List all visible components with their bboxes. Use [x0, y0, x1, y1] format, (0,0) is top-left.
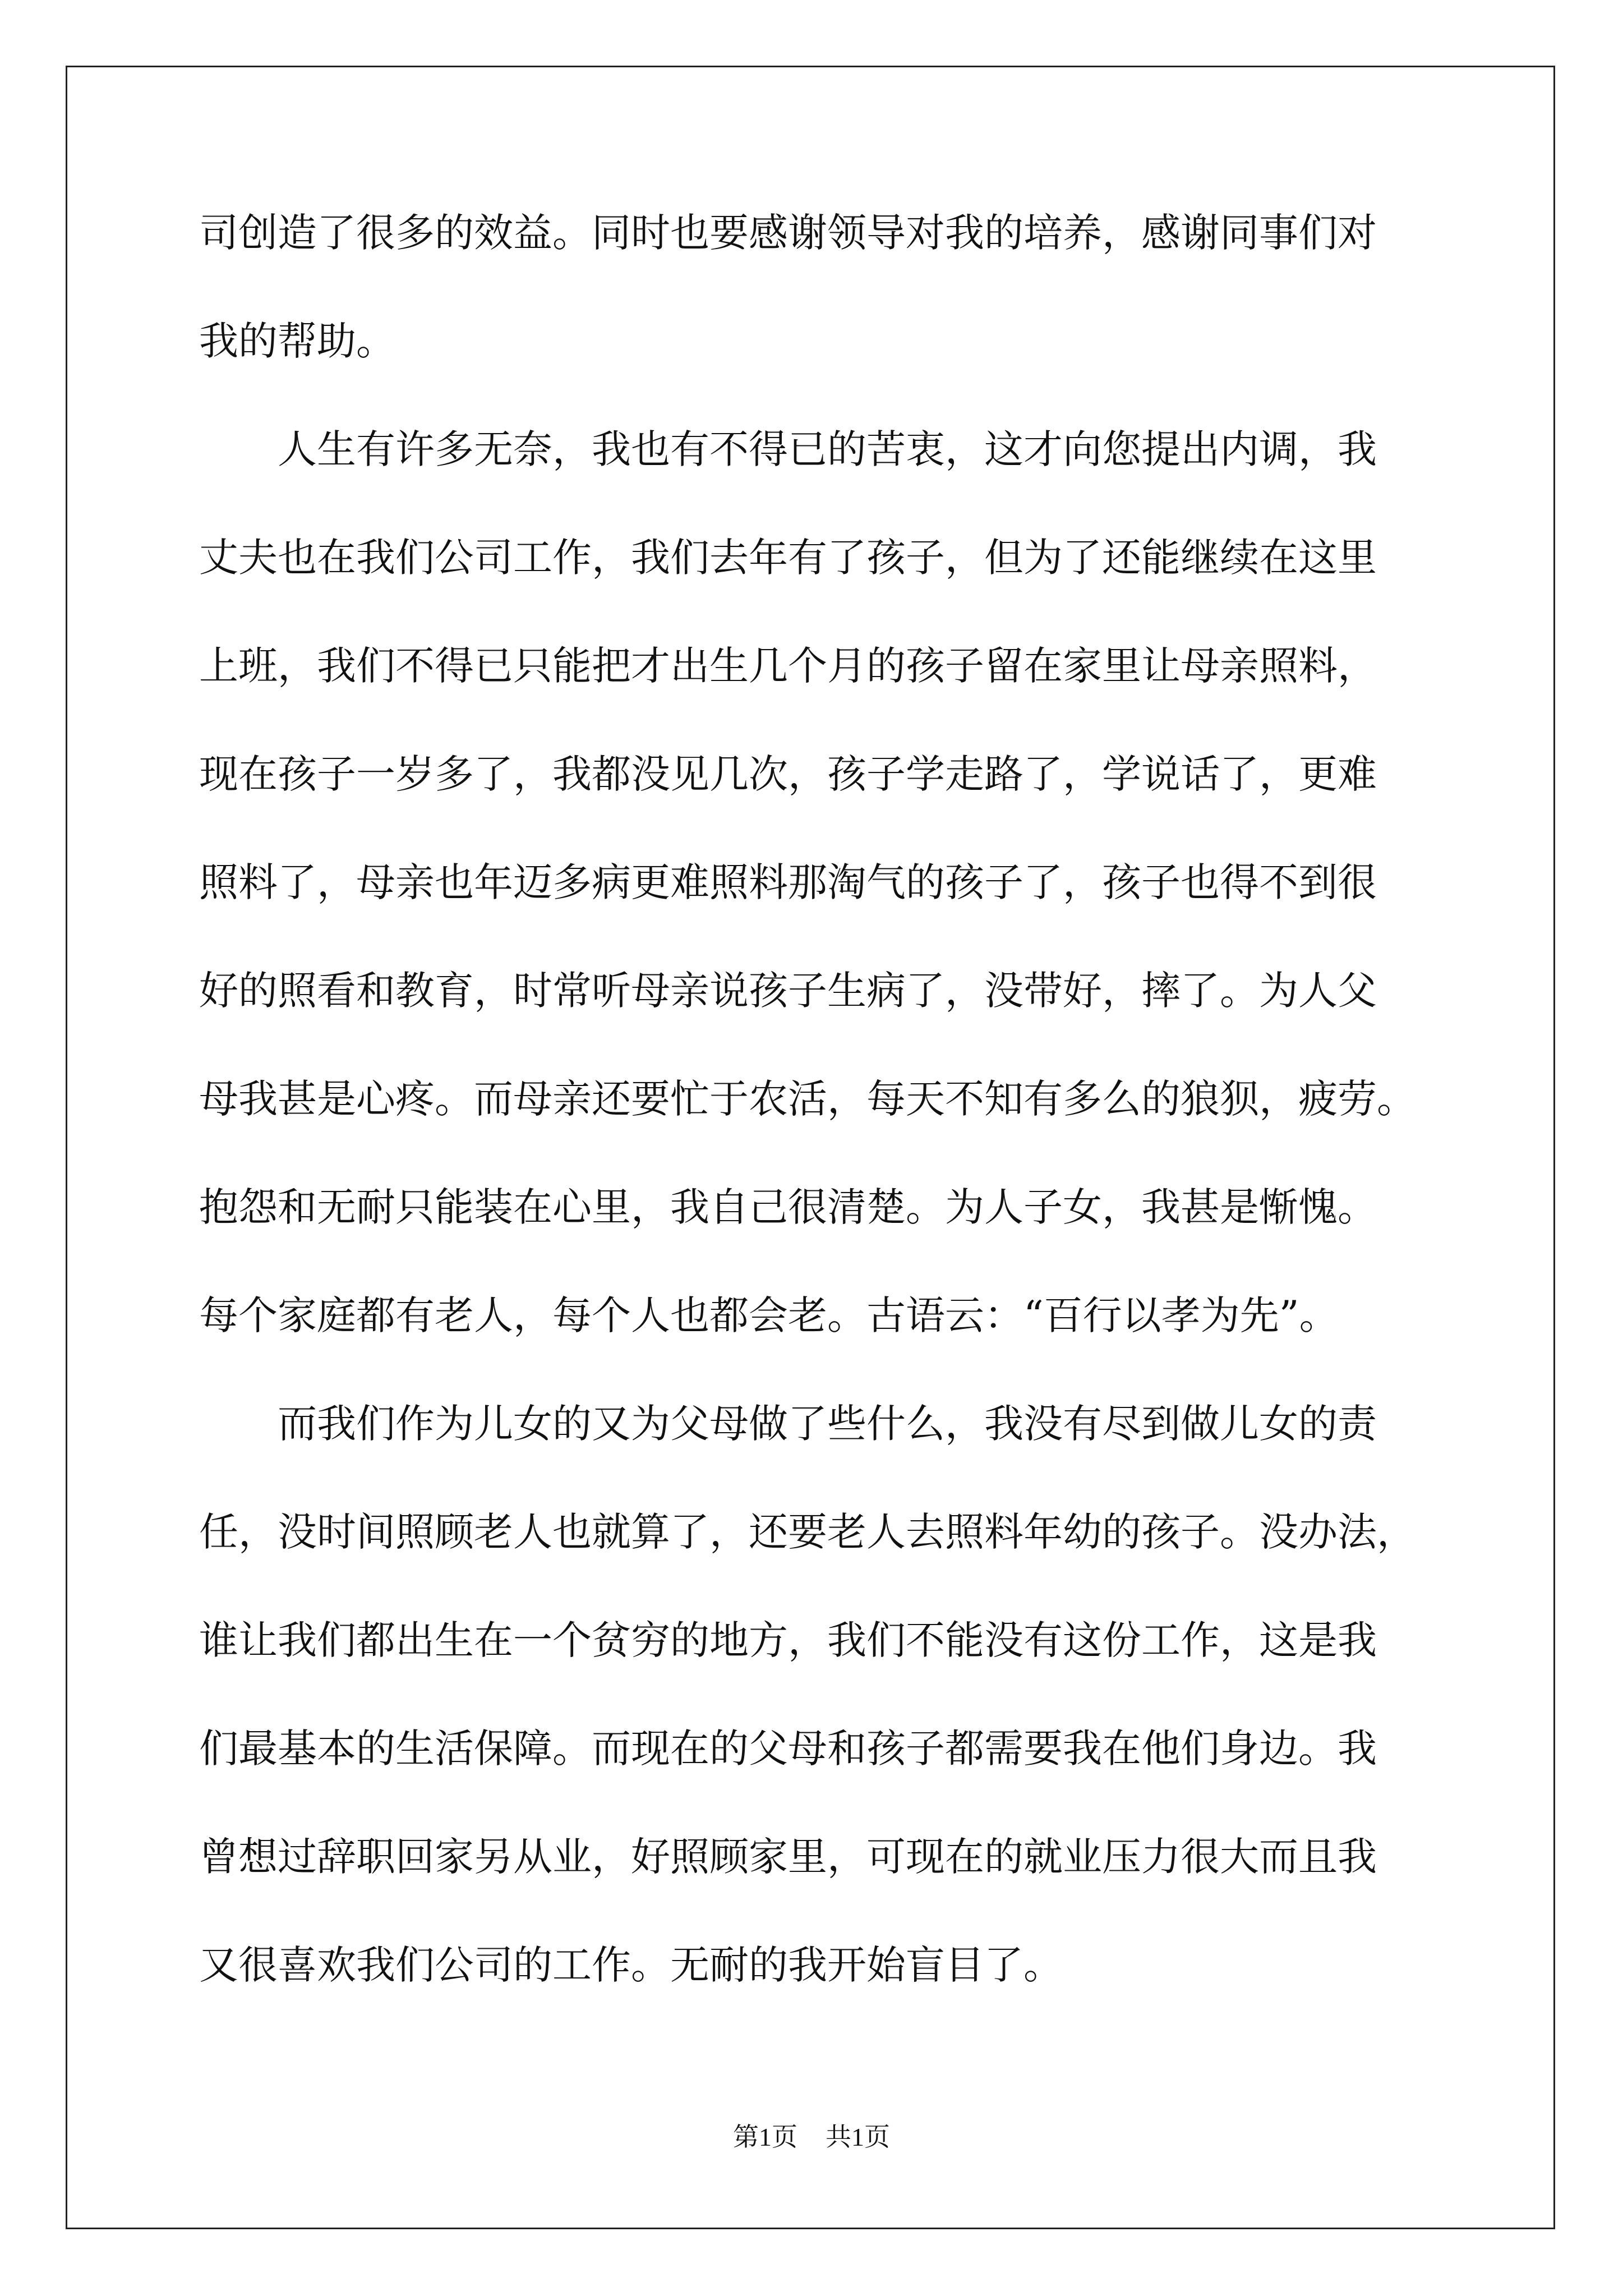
text-line: 而我们作为儿女的又为父母做了些什么，我没有尽到做儿女的责	[199, 1401, 1377, 1447]
text-line: 们最基本的生活保障。而现在的父母和孩子都需要我在他们身边。我	[199, 1726, 1377, 1772]
page-footer	[0, 2123, 1623, 2151]
text-line: 人生有许多无奈，我也有不得已的苦衷，这才向您提出内调，我	[199, 426, 1377, 472]
page-total: 共1页	[826, 2123, 890, 2151]
text-line: 我的帮助。	[199, 318, 395, 364]
text-line: 又很喜欢我们公司的工作。无耐的我开始盲目了。	[199, 1942, 1063, 1988]
text-line: 上班，我们不得已只能把才出生几个月的孩子留在家里让母亲照料，	[199, 643, 1377, 689]
text-line: 丈夫也在我们公司工作，我们去年有了孩子，但为了还能继续在这里	[199, 535, 1377, 581]
text-line: 任，没时间照顾老人也就算了，还要老人去照料年幼的孩子。没办法，	[199, 1509, 1416, 1555]
text-line: 现在孩子一岁多了，我都没见几次，孩子学走路了，学说话了，更难	[199, 751, 1377, 797]
text-line: 母我甚是心疼。而母亲还要忙于农活，每天不知有多么的狼狈，疲劳。	[199, 1076, 1416, 1122]
document-body	[199, 210, 1467, 1988]
page-number: 第1页	[733, 2123, 797, 2151]
text-line: 抱怨和无耐只能装在心里，我自己很清楚。为人子女，我甚是惭愧。	[199, 1184, 1377, 1230]
text-line: 曾想过辞职回家另从业，好照顾家里，可现在的就业压力很大而且我	[199, 1834, 1377, 1880]
text-line: 好的照看和教育，时常听母亲说孩子生病了，没带好，摔了。为人父	[199, 968, 1377, 1014]
text-line: 司创造了很多的效益。同时也要感谢领导对我的培养，感谢同事们对	[199, 210, 1377, 256]
text-line: 谁让我们都出生在一个贫穷的地方，我们不能没有这份工作，这是我	[199, 1617, 1377, 1663]
text-line: 照料了，母亲也年迈多病更难照料那淘气的孩子了，孩子也得不到很	[199, 859, 1377, 905]
text-line: 每个家庭都有老人，每个人也都会老。古语云：“百行以孝为先”。	[199, 1292, 1339, 1338]
